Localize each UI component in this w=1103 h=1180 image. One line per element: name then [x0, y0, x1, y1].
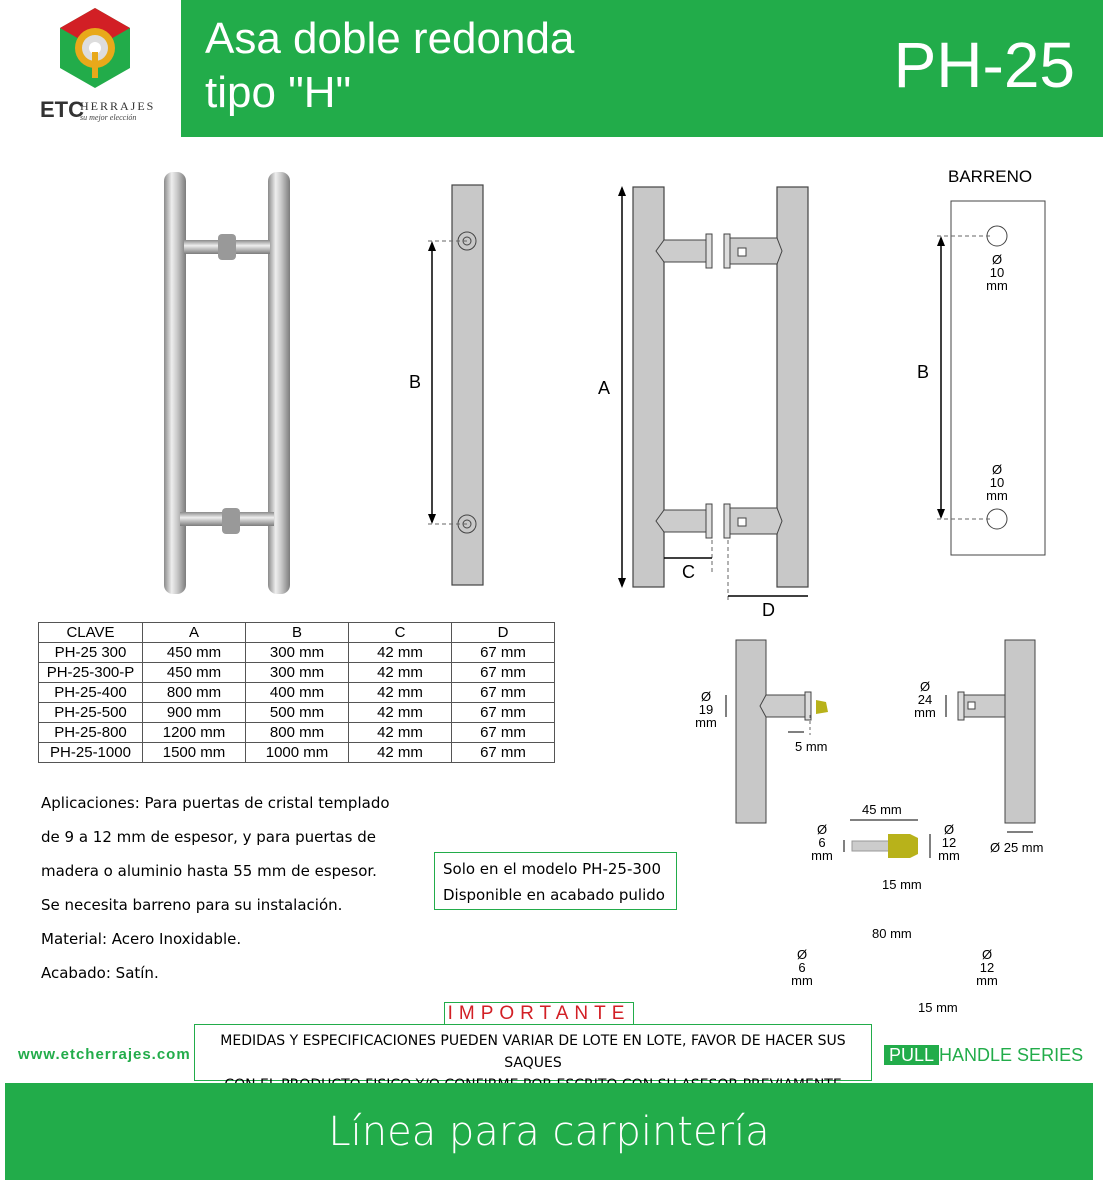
title-line-1: Asa doble redonda — [205, 14, 575, 63]
cell: 400 mm — [246, 683, 349, 703]
header-c: C — [349, 623, 452, 643]
desc-line-2: de 9 a 12 mm de espesor, y para puertas de — [41, 828, 376, 846]
hole-diameter-bottom: Ø 10 mm — [986, 462, 1008, 503]
logo — [0, 0, 181, 137]
cell: 42 mm — [349, 723, 452, 743]
cell: 67 mm — [452, 723, 555, 743]
logo-tagline: su mejor elección — [80, 113, 137, 122]
dim-45mm: 45 mm — [862, 802, 902, 817]
hole-diameter-top: Ø 10 mm — [986, 252, 1008, 293]
desc-line-4: Se necesita barreno para su instalación. — [41, 896, 343, 914]
header-a: A — [143, 623, 246, 643]
important-label: IMPORTANTE — [444, 1002, 634, 1024]
table-row — [39, 703, 555, 723]
cell: PH-25-1000 — [39, 743, 143, 763]
table-row — [39, 723, 555, 743]
cell: PH-25-400 — [39, 683, 143, 703]
desc-line-5: Material: Acero Inoxidable. — [41, 930, 242, 948]
cell: 42 mm — [349, 643, 452, 663]
label-a: A — [598, 378, 611, 398]
screw-45-diameter-12: Ø 12 mm — [938, 822, 960, 863]
cell: 67 mm — [452, 743, 555, 763]
diameter-19-label: Ø 19 mm — [695, 689, 717, 730]
label-d: D — [762, 600, 775, 620]
desc-line-6: Acabado: Satín. — [41, 964, 159, 982]
cell: 67 mm — [452, 643, 555, 663]
cell: 500 mm — [246, 703, 349, 723]
logo-etc: ETC — [40, 97, 84, 122]
series-pull: PULL — [884, 1045, 939, 1065]
logo-herrajes: HERRAJES — [80, 99, 156, 113]
cell: 450 mm — [143, 663, 246, 683]
table-row — [39, 663, 555, 683]
desc-line-1: Aplicaciones: Para puertas de cristal templado — [41, 794, 390, 812]
cell: 67 mm — [452, 703, 555, 723]
handle-photo — [164, 172, 290, 594]
series-label — [884, 1045, 1083, 1066]
cell: 300 mm — [246, 643, 349, 663]
important-line-1: MEDIDAS Y ESPECIFICACIONES PUEDEN VARIAR DE LOTE EN LOTE, FAVOR DE HACER SUS SAQUES — [220, 1033, 846, 1071]
table-row — [39, 683, 555, 703]
website-link[interactable]: www.etcherrajes.com — [18, 1046, 191, 1063]
desc-line-3: madera o aluminio hasta 55 mm de espesor. — [41, 862, 377, 880]
table-row — [39, 743, 555, 763]
cell: PH-25-500 — [39, 703, 143, 723]
model-note-box — [434, 852, 677, 910]
cell: 67 mm — [452, 663, 555, 683]
label-b-barreno: B — [917, 362, 930, 382]
front-view-drawing — [618, 186, 808, 602]
cell: 1200 mm — [143, 723, 246, 743]
cell: 67 mm — [452, 683, 555, 703]
cell: 1500 mm — [143, 743, 246, 763]
cell: 42 mm — [349, 703, 452, 723]
screw-80-dim-15mm: 15 mm — [918, 1000, 958, 1015]
header-clave: CLAVE — [39, 623, 143, 643]
cell: PH-25-800 — [39, 723, 143, 743]
diameter-24-label: Ø 24 mm — [914, 679, 936, 720]
header-b: B — [246, 623, 349, 643]
cell: 1000 mm — [246, 743, 349, 763]
cell: 42 mm — [349, 663, 452, 683]
screw-80-diameter-12: Ø 12 mm — [976, 947, 998, 988]
cell: PH-25-300-P — [39, 663, 143, 683]
screw-45mm-drawing — [844, 820, 930, 860]
note-line-2: Disponible en acabado pulido — [443, 886, 665, 904]
title-line-2: tipo "H" — [205, 68, 352, 117]
important-box — [194, 1024, 872, 1081]
dim-5mm: 5 mm — [795, 739, 828, 754]
footer-text: Línea para carpintería — [328, 1109, 770, 1155]
cell: 800 mm — [143, 683, 246, 703]
label-b-side: B — [409, 372, 422, 392]
product-code: PH-25 — [893, 29, 1075, 101]
cell: 900 mm — [143, 703, 246, 723]
cell: 800 mm — [246, 723, 349, 743]
footer-band — [5, 1083, 1093, 1180]
detail-post-24mm — [946, 640, 1035, 832]
screw-45-dim-15mm: 15 mm — [882, 877, 922, 892]
dim-80mm: 80 mm — [872, 926, 912, 941]
side-view-drawing — [428, 185, 483, 585]
screw-45-diameter-6: Ø 6 mm — [811, 822, 833, 863]
barreno-title: BARRENO — [948, 167, 1033, 186]
header-d: D — [452, 623, 555, 643]
table-row — [39, 643, 555, 663]
cell: 300 mm — [246, 663, 349, 683]
cell: 42 mm — [349, 743, 452, 763]
detail-post-19mm — [726, 640, 828, 823]
series-rest: HANDLE SERIES — [939, 1045, 1084, 1065]
label-c: C — [682, 562, 695, 582]
header-band — [181, 0, 1103, 137]
diameter-25-label: Ø 25 mm — [990, 840, 1044, 855]
screw-80-diameter-6: Ø 6 mm — [791, 947, 813, 988]
note-line-1: Solo en el modelo PH-25-300 — [443, 860, 661, 878]
spec-table — [38, 622, 555, 763]
cell: PH-25 300 — [39, 643, 143, 663]
table-header-row — [39, 623, 555, 643]
cell: 450 mm — [143, 643, 246, 663]
cell: 42 mm — [349, 683, 452, 703]
